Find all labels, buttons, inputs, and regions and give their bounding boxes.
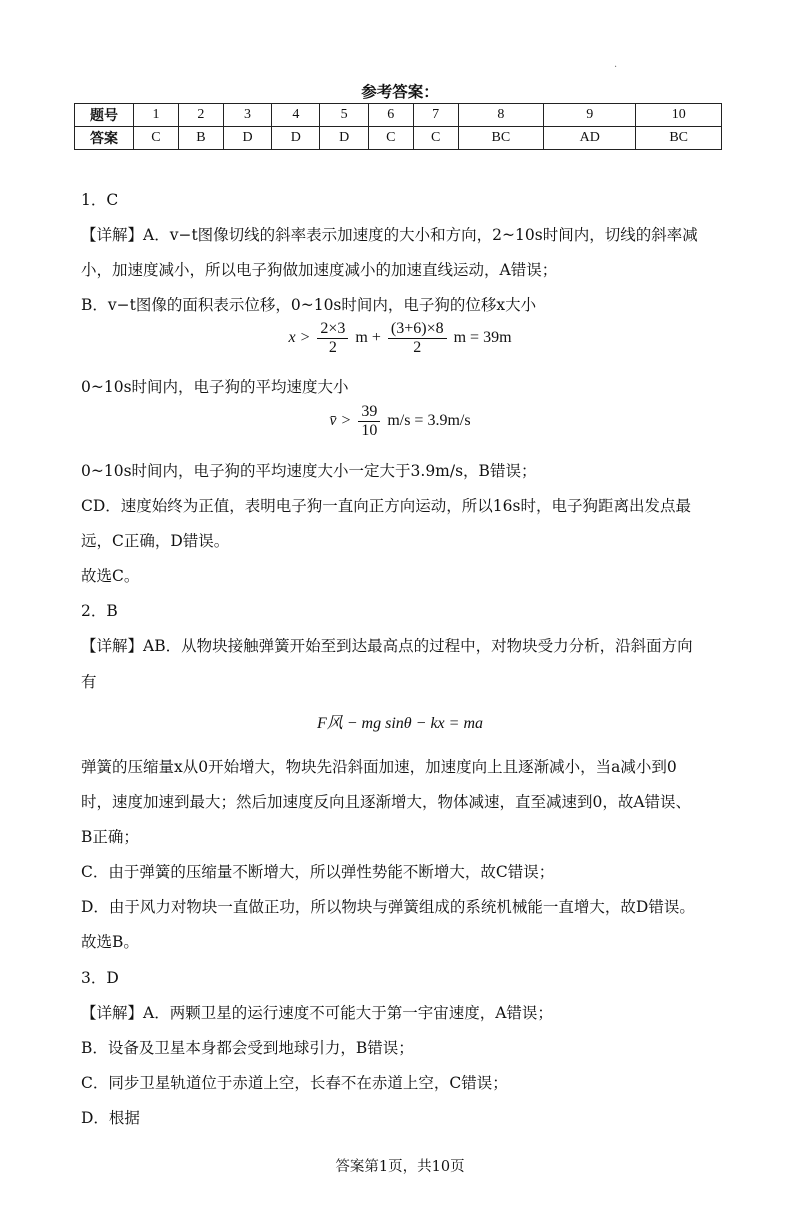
formula-part: v̄ > [329, 412, 352, 430]
table-cell: D [272, 127, 320, 150]
q3-text-line: D．根据 [81, 1109, 140, 1127]
table-cell: 3 [223, 104, 271, 127]
table-cell: B [178, 127, 223, 150]
q1-text-line: 0~10s时间内，电子狗的平均速度大小一定大于3.9m/s，B错误； [81, 462, 537, 480]
force-formula: F风 − mg sinθ − kx = ma [316, 715, 483, 732]
table-cell: AD [544, 127, 636, 150]
page-footer: 答案第1页，共10页 [335, 1159, 465, 1175]
table-cell: 5 [320, 104, 368, 127]
q2-text-line: B正确； [81, 828, 139, 846]
q2-conclusion: 故选B。 [81, 933, 139, 951]
q1-text-line: B．v−t图像的面积表示位移，0~10s时间内，电子狗的位移x大小 [81, 296, 537, 314]
q2-heading: 2．B [81, 602, 118, 620]
table-cell: BC [636, 127, 722, 150]
fraction-numerator: 39 [358, 403, 380, 422]
table-cell: C [413, 127, 458, 150]
number-row [75, 104, 722, 127]
formula-part: m + [355, 329, 381, 347]
q1-text-line: 远，C正确，D错误。 [81, 532, 230, 550]
fraction-denominator: 10 [361, 422, 378, 439]
table-cell: 9 [544, 104, 636, 127]
velocity-formula [0, 403, 800, 440]
table-cell: C [368, 127, 413, 150]
q3-text-line: 【详解】A．两颗卫星的运行速度不可能大于第一宇宙速度，A错误； [81, 1004, 553, 1022]
formula-part: m/s = 3.9m/s [387, 412, 471, 430]
row-label-answer: 答案 [75, 127, 134, 150]
answer-row [75, 127, 722, 150]
table-cell: 2 [178, 104, 223, 127]
q1-text-line: CD．速度始终为正值，表明电子狗一直向正方向运动，所以16s时，电子狗距离出发点最 [81, 497, 691, 515]
answer-table [74, 103, 722, 150]
q2-text-line: 时，速度加速到最大；然后加速度反向且逐渐增大，物体减速，直至减速到0，故A错误、 [81, 793, 692, 811]
table-cell: 10 [636, 104, 722, 127]
fraction-numerator: (3+6)×8 [388, 320, 447, 339]
q1-text-line: 【详解】A．v−t图像切线的斜率表示加速度的大小和方向，2~10s时间内，切线的斜率减 [81, 226, 698, 244]
fraction [388, 320, 447, 357]
displacement-formula [0, 320, 800, 357]
stray-dot: · [614, 62, 618, 73]
fraction [317, 320, 348, 357]
formula-part: m = 39m [453, 329, 512, 347]
q3-heading: 3．D [81, 969, 119, 987]
fraction-denominator: 2 [328, 339, 337, 356]
table-cell: 1 [134, 104, 179, 127]
q2-text-line: 弹簧的压缩量x从0开始增大，物块先沿斜面加速，加速度向上且逐渐减小，当a减小到0 [81, 758, 677, 776]
table-cell: BC [458, 127, 544, 150]
formula-part: x > [288, 329, 311, 347]
page-title: 参考答案： [361, 82, 439, 101]
q1-heading: 1．C [81, 191, 119, 209]
table-cell: 7 [413, 104, 458, 127]
q2-text-line: 有 [81, 673, 97, 691]
q3-text-line: C．同步卫星轨道位于赤道上空，长春不在赤道上空，C错误； [81, 1074, 508, 1092]
row-label-number: 题号 [75, 104, 134, 127]
q3-text-line: B．设备及卫星本身都会受到地球引力，B错误； [81, 1039, 414, 1057]
fraction-numerator: 2×3 [317, 320, 348, 339]
q2-text-line: C．由于弹簧的压缩量不断增大，所以弹性势能不断增大，故C错误； [81, 863, 555, 881]
q2-text-line: 【详解】AB．从物块接触弹簧开始至到达最高点的过程中，对物块受力分析，沿斜面方向 [81, 637, 693, 655]
table-cell: 4 [272, 104, 320, 127]
table-cell: 6 [368, 104, 413, 127]
fraction [358, 403, 380, 440]
table-cell: C [134, 127, 179, 150]
q2-text-line: D．由于风力对物块一直做正功，所以物块与弹簧组成的系统机械能一直增大，故D错误。 [81, 898, 695, 916]
q1-text-line: 小，加速度减小，所以电子狗做加速度减小的加速直线运动，A错误； [81, 261, 558, 279]
table-cell: D [223, 127, 271, 150]
table-cell: D [320, 127, 368, 150]
fraction-denominator: 2 [413, 339, 422, 356]
q1-text-line: 0~10s时间内，电子狗的平均速度大小 [81, 378, 349, 396]
q1-conclusion: 故选C。 [81, 567, 140, 585]
table-cell: 8 [458, 104, 544, 127]
